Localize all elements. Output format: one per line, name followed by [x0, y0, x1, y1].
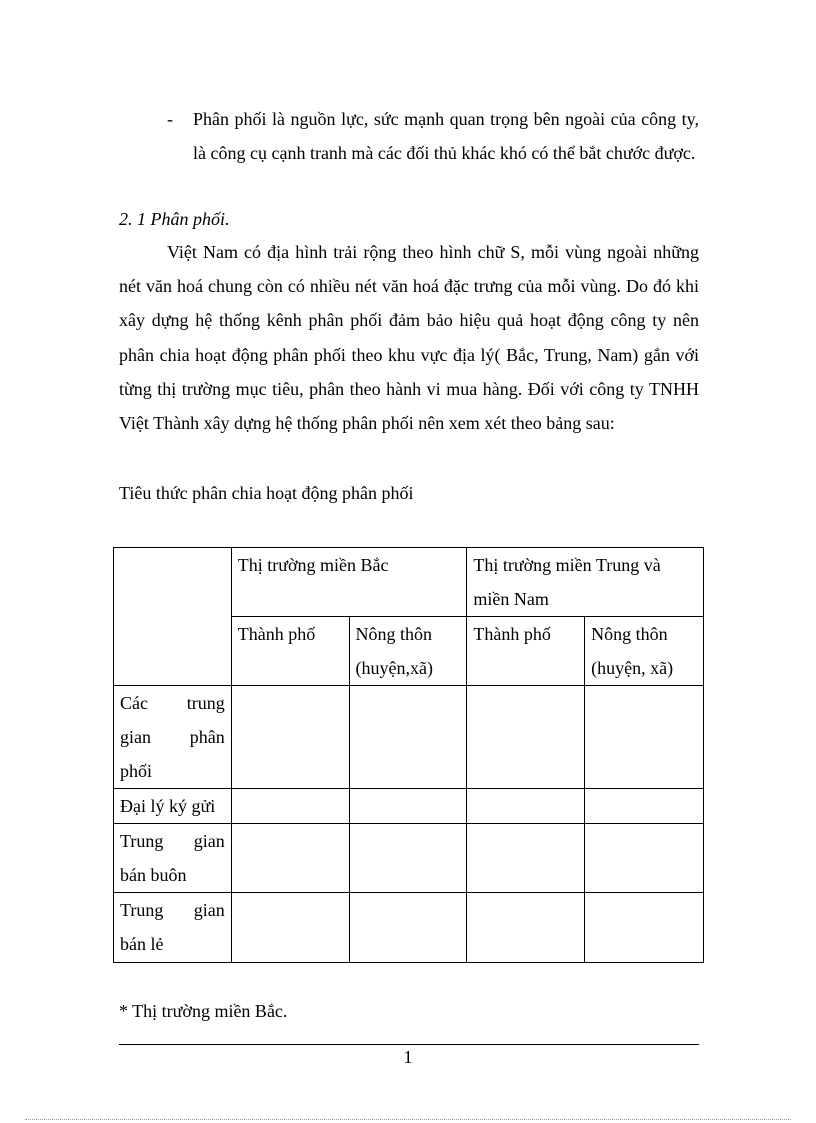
- table-header-row: [114, 548, 704, 617]
- table-cell: [467, 893, 585, 963]
- table-cell: [467, 686, 585, 789]
- table-cell: [349, 824, 467, 893]
- distribution-table: [113, 547, 704, 963]
- header-north-rural: Nông thôn (huyện,xã): [349, 617, 467, 686]
- header-north-region: Thị trường miền Bắc: [231, 548, 467, 617]
- table-cell: [349, 686, 467, 789]
- table-row: [114, 686, 704, 789]
- body-paragraph: Việt Nam có địa hình trải rộng theo hình chữ S, mỗi vùng ngoài những nét văn hoá chung còn có nhiều nét văn hoá đặc trưng của mỗi vùng. Do đó khi xây dựng hệ thống kênh phân phối đảm bảo hiệu quả hoạt động công ty nên phân chia hoạt động phân phối theo khu vực địa lý( Bắc, Trung, Nam) gắn với từng thị trường mục tiêu, phân theo hành vi mua hàng. Đối với công ty TNHH Việt Thành xây dựng hệ thống phân phối nên xem xét theo bảng sau:: [119, 242, 699, 434]
- note-text: * Thị trường miền Bắc.: [119, 1001, 288, 1021]
- table-cell: [585, 686, 704, 789]
- row-label: Các trung gian phân phối: [114, 686, 232, 789]
- table-cell: [467, 824, 585, 893]
- table-cell: [231, 686, 349, 789]
- bullet-item: [167, 102, 699, 170]
- corner-cell: [114, 548, 232, 686]
- table-caption: Tiêu thức phân chia hoạt động phân phối: [119, 483, 414, 503]
- table-cell: [231, 893, 349, 963]
- header-cs-city: Thành phố: [467, 617, 585, 686]
- row-label: Trung gian bán buôn: [114, 824, 232, 893]
- table-cell: [231, 789, 349, 824]
- header-north-city: Thành phố: [231, 617, 349, 686]
- table-cell: [585, 824, 704, 893]
- header-cs-rural: Nông thôn (huyện, xã): [585, 617, 704, 686]
- table-row: [114, 893, 704, 963]
- header-central-south-region: Thị trường miền Trung và miền Nam: [467, 548, 704, 617]
- table-cell: [231, 824, 349, 893]
- row-label: Đại lý ký gửi: [114, 789, 232, 824]
- table-cell: [467, 789, 585, 824]
- table-cell: [585, 893, 704, 963]
- table-row: [114, 824, 704, 893]
- bullet-marker: -: [167, 109, 173, 129]
- table-cell: [349, 893, 467, 963]
- table-cell: [349, 789, 467, 824]
- section-heading: 2. 1 Phân phối.: [119, 209, 230, 229]
- table-row: [114, 789, 704, 824]
- row-label: Trung gian bán lẻ: [114, 893, 232, 963]
- table-cell: [585, 789, 704, 824]
- bullet-text: Phân phối là nguồn lực, sức mạnh quan trọng bên ngoài của công ty, là công cụ cạnh tranh mà các đối thủ khác khó có thể bắt chước được.: [193, 109, 699, 163]
- page-edge-dotted-line: [25, 1119, 791, 1120]
- page-number: 1: [403, 1047, 413, 1067]
